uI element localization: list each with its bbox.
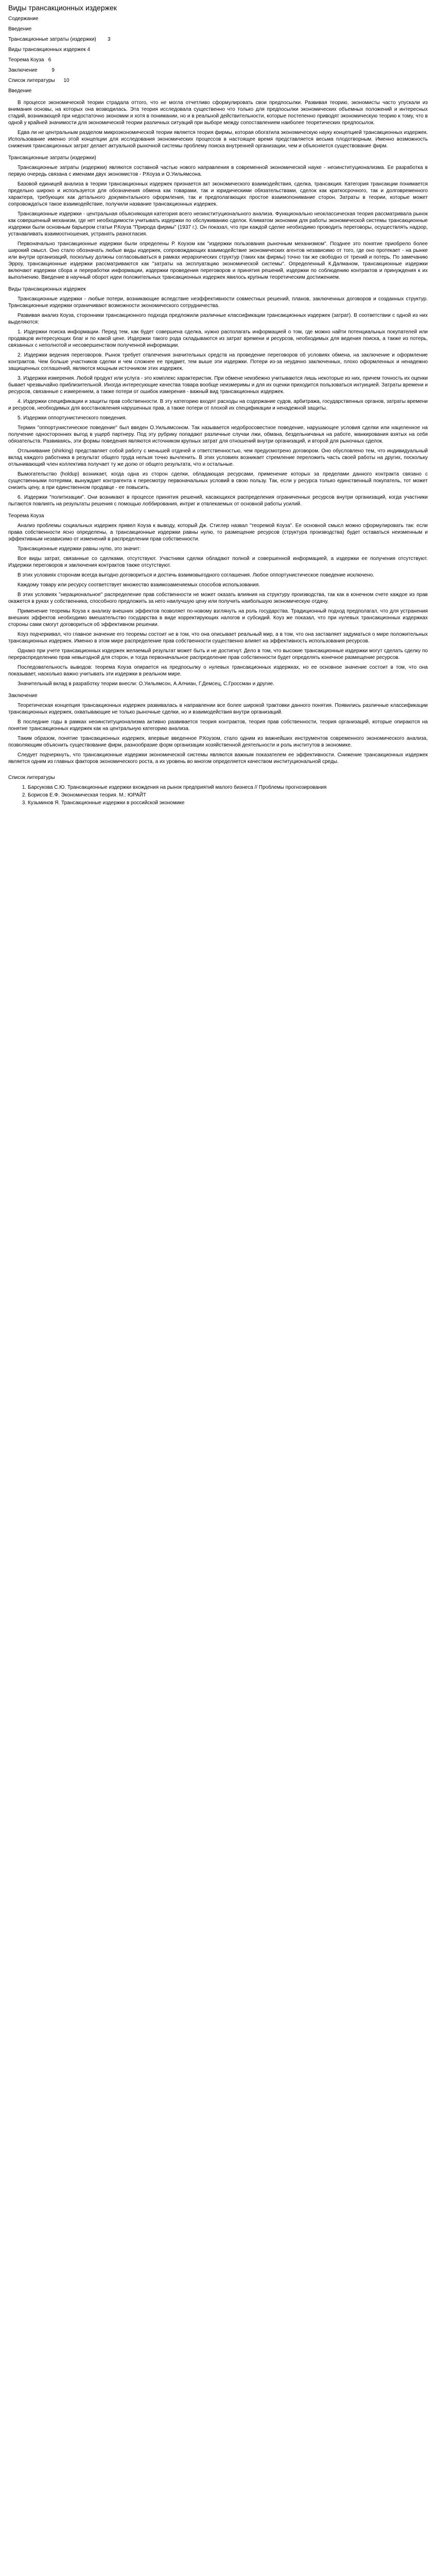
paragraph: Термин "оппортунистическое поведение" был введен О.Уильямсоном. Так называется недобросовестное поведение, нарушающее условия сделки или нацеленное на получение односторонних выгод в ущерб партнеру. Под эту рубрику попадают различные случаи лжи, обмана, бездельничанья на работе, манкирования взятых на себя обязательств. Развиваясь, эти формы поведения являются источником крупных затрат для отношений внутри организаций, и второй для рыночных сделок. [8, 425, 428, 444]
paragraph: В этих условиях сторонам всегда выгодно договориться и достичь взаимовыгодного соглашения. Любое оппортунистическое поведение исключено. [18, 572, 374, 578]
table-of-contents [8, 15, 428, 94]
paragraph: Следует подчеркнуть, что трансакционные издержки экономической системы являются важным показателем ее эффективности. Снижение трансакционных издержек является одним из главных факторов экономического роста, а их уровень во многом определяется качеством институциональной среды. [8, 752, 428, 765]
toc-item: Теорема Коуза 6 [8, 57, 51, 63]
paragraph: Каждому товару или ресурсу соответствует множество взаимозаменяемых способов использования. [18, 582, 260, 588]
intro [8, 99, 428, 149]
reference-item: 2. Борисов Е.Ф. Экономическая теория. М.: ЮРАЙТ [28, 792, 428, 799]
reference-item: 3. Кузьминов Я. Трансакционные издержки в российской экономике [28, 800, 428, 806]
paragraph: 4. Издержки спецификации и защиты прав собственности. В эту категорию входят расходы на содержание судов, арбитража, государственных органов, затраты времени и ресурсов, необходимых для восстановления нарушенных прав, а также потери от плохой их спецификации и ненадежной защиты. [8, 399, 428, 411]
toc-item: Введение [8, 26, 32, 32]
paragraph: Последовательность выводов: теорема Коуза опирается на предпосылку о нулевых трансакционных издержках, но ее основное значение состоит в том, что она показывает, насколько важно учитывать эти издержки в реальном мире. [8, 665, 428, 677]
paragraph: 5. Издержки оппортунистического поведения. [18, 415, 127, 421]
toc-item: Содержание [8, 16, 39, 22]
paragraph: В последние годы в рамках неоинституционализма активно развивается теория контрактов, теория прав собственности, теория организаций, которые опираются на понятие трансакционных издержек как на центральную категорию анализа. [8, 719, 428, 732]
paragraph: Вымогательство (holdup) возникает, когда одна из сторон сделки, обладающая ресурсами, применение которых за пределами данного контракта связано с существенными потерями, вынуждает контрагента к пересмотру первоначальных условий в свою пользу. Так, если у ресурса только единственный покупатель, тот может снизить цену, а при единственном продавце - ее повысить. [8, 471, 428, 490]
paragraph: Трансакционные издержки равны нулю, это значит: [18, 546, 141, 552]
toc-item: Заключение 9 [8, 67, 55, 73]
paragraph: 1. Издержки поиска информации. Перед тем, как будет совершена сделка, нужно располагать информацией о том, где можно найти потенциальных покупателей или продавцов интересующих благ и по какой цене. Издержки такого рода складываются из затрат времени и ресурсов, необходимых для ведения поиска, а также из потерь, связанных с неполнотой и несовершенством полученной информации. [8, 329, 428, 348]
reference-item: 1. Барсукова С.Ю. Трансакционные издержки вхождения на рынок предприятий малого бизнеса // Проблемы прогнозирования [28, 784, 428, 791]
toc-item: Введение [8, 88, 32, 94]
paragraph: Трансакционные затраты (издержки) являются составной частью нового направления в современной экономической науке - неоинституционализма. Ее разработка в первую очередь связана с именами двух экономистов - Р.Коуза и О.Уильямсона. [8, 165, 428, 177]
toc-item: Виды трансакционных издержек 4 [8, 47, 90, 53]
section-heading: Теорема Коуза [8, 513, 44, 519]
paragraph: 6. Издержки "политизации". Они возникают в процессе принятия решений, касающихся распределения ограниченных ресурсов внутри организаций, когда участники пытаются повлиять на результаты решения с помощью лоббирования, интриг и отвлекаемых от основной работы усилий. [8, 495, 428, 507]
paragraph: Теоретическая концепция трансакционных издержек развивалась в направлении все более широкой трактовки данного понятия. Появились различные классификации трансакционных издержек, охватывающие не только рыночные сделки, но и взаимодействия внутри организаций. [8, 703, 428, 715]
paragraph: Анализ проблемы социальных издержек привел Коуза к выводу, который Дж. Стиглер назвал "теоремой Коуза". Ее основной смысл можно сформулировать так: если права собственности ясно определены, а трансакционные издержки равны нулю, то размещение ресурсов (структура производства) будет оставаться неизменным и эффективным независимо от изменений в распределении прав собственности. [8, 523, 428, 542]
paragraph: Коуз подчеркивал, что главное значение его теоремы состоит не в том, что она описывает реальный мир, а в том, что она заставляет задуматься о мире положительных трансакционных издержек. Именно в этом мире распределение прав собственности существенно влияет на эффективность использования ресурсов. [8, 632, 428, 644]
paragraph: 3. Издержки измерения. Любой продукт или услуга - это комплекс характеристик. При обмене неизбежно учитываются лишь некоторые из них, причем точность их оценки бывает чрезвычайно приблизительной. Иногда интересующие качества товара вообще неизмеримы и для их оценки приходится пользоваться интуицией. Затраты времени и ресурсов, связанные с измерением, а также потери от ошибок измерения - важный вид трансакционных издержек. [8, 376, 428, 395]
references-list [8, 784, 428, 806]
paragraph: 2. Издержки ведения переговоров. Рынок требует отвлечения значительных средств на проведение переговоров об условиях обмена, на заключение и оформление контрактов. Чем больше участников сделки и чем сложнее ее предмет, тем выше эти издержки. Потери из-за неудачно заключенных, плохо оформленных и ненадежно защищенных соглашений, являются мощным источником этих издержек. [8, 352, 428, 371]
paragraph: Развивая анализ Коуза, сторонники трансакционного подхода предложили различные классификации трансакционных издержек (затрат). В соответствии с одной из них выделяются: [8, 313, 428, 325]
paragraph: Таким образом, понятие трансакционных издержек, впервые введенное Р.Коузом, стало одним из важнейших инструментов современного экономического анализа, позволяющим объяснить существование фирм, разнообразие форм организации хозяйственной деятельности и роль институтов в экономике. [8, 736, 428, 748]
references-title: Список литературы [8, 775, 55, 781]
toc-item: Список литературы 10 [8, 78, 69, 83]
document [0, 0, 436, 812]
paragraph: Значительный вклад в разработку теории внесли: О.Уильямсон, А.Алчиан, Г.Демсец, С.Гроссман и другие. [18, 681, 274, 687]
document-title: Виды трансакционных издержек [8, 4, 117, 12]
paragraph: В процессе экономической теории страдала оттого, что не могла отчетливо сформулировать свои предпосылки. Развивая теорию, экономисты часто упускали из внимания основы, на которых она возводилась. Эта теория исследовала существенно что только для предпосылки экономических объемных положений и интересных стадий, возникающей при недостаточно экономии и хотя в понимании, но и в реальной действительности, которые постепенно приводят экономическую теорию к тому, что в одной у крайней значимости для экономической теории различных ситуаций при выборе между сопоставлением наиболее теоретических предпосылок. [8, 100, 428, 126]
paragraph: Трансакционные издержки - любые потери, возникающие вследствие неэффективности совместных решений, планов, заключенных договоров и созданных структур. Трансакционные издержки ограничивают возможности экономического сотрудничества. [8, 296, 428, 309]
paragraph: Все виды затрат, связанные со сделками, отсутствуют. Участники сделки обладают полной и совершенной информацией, а издержки ее получения отсутствуют. Издержки переговоров и заключения контрактов также отсутствуют. [8, 556, 428, 568]
paragraph: Однако при учете трансакционных издержек желаемый результат может быть и не достигнут. Дело в том, что высокие трансакционные издержки могут сделать сделку по перераспределению прав невыгодной для сторон, и тогда первоначальное распределение прав собственности будет определять конечное размещение ресурсов. [8, 648, 428, 660]
section-heading: Виды трансакционных издержек [8, 286, 86, 292]
paragraph: Первоначально трансакционные издержки были определены Р. Коузом как "издержки пользования рыночным механизмом". Позднее это понятие приобрело более широкий смысл. Оно стало обозначать любые виды издержек, сопровождающих взаимодействие экономических агентов независимо от того, где оно протекает - на рынке или внутри организаций, поскольку должны согласовываться в рамках иерархических структур (таких как фирмы) точно так же свободно от трений и потерь. По замечанию Эрроу, трансакционные издержки рассматриваются как "затраты на эксплуатацию экономической системы". Определенный К.Далманом, трансакционные издержки включают издержки сбора и переработки информации, издержки проведения переговоров и принятия решений, издержки по соблюдению контрактов и принуждения к их выполнению. Введение в научный оборот идеи положительных трансакционных издержек явилось крупным теоретическим достижением. [8, 241, 428, 280]
paragraph: Базовой единицей анализа в теории трансакционных издержек признается акт экономического взаимодействия, сделка, трансакция. Категория трансакции понимается предельно широко и используется для обозначения обмена как товарами, так и юридическими обязательствами, сделок как краткосрочного, так и долговременного характера, требующих как детального документального оформления, так и предполагающих простое взаимопонимание сторон. Затраты в теории, которые может сопровождаться такое взаимодействие, получили название трансакционных издержек. [8, 181, 428, 207]
paragraph: Применение теоремы Коуза к анализу внешних эффектов позволяет по-новому взглянуть на роль государства. Традиционный подход предполагал, что для устранения внешних эффектов необходимо вмешательство государства в виде корректирующих налогов и субсидий. Коуз же показал, что при нулевых трансакционных издержках стороны сами смогут договориться об эффективном решении. [8, 608, 428, 628]
paragraph: Отлынивание (shirking) представляет собой работу с меньшей отдачей и ответственностью, чем предусмотрено договором. Оно обусловлено тем, что индивидуальный вклад каждого работника в результат общего труда нельзя точно вычленить. В этих условиях возникает стремление переложить часть своей работы на других, поскольку отлынивающий член коллектива получает ту же долю от общего результата, что и остальные. [8, 448, 428, 467]
paragraph: Трансакционные издержки - центральная объясняющая категория всего неоинституционального анализа. Функционально неоклассическая теория рассматривала рынок как совершенный механизм, где нет необходимости учитывать издержки по обслуживанию сделок. Климатом экономии для работы экономической системы трансакционные издержки были основным барьером статьи Р.Коуза "Природа фирмы" (1937 г.). Он показал, что при каждой сделке необходимо проводить переговоры, осуществлять надзор, устанавливать взаимоотношения, устранять разногласия. [8, 211, 428, 237]
toc-item: Трансакционные затраты (издержки) 3 [8, 37, 111, 42]
section-heading: Заключение [8, 693, 38, 699]
paragraph: В этих условиях "нерациональное" распределение прав собственности не может оказать влияния на структуру производства, так как в конечном счете каждое из прав окажется в руках у собственника, способного предложить за него наилучшую цену или получить наибольшую экономическую отдачу. [8, 592, 428, 604]
section-heading: Трансакционные затраты (издержки) [8, 155, 96, 161]
paragraph: Едва ли не центральным разделом микроэкономической теории является теория фирмы, которая обогатила экономическую науку концепцией трансакционных издержек. Использование именно этой концепции для исследования экономических процессов в настоящее время представляется весьма плодотворным. Именно возможность снижения трансакционных затрат делает актуальной рыночной системы проблему поиска внутренней организации, чем и объясняется существование фирм. [8, 130, 428, 149]
sections [8, 155, 428, 765]
